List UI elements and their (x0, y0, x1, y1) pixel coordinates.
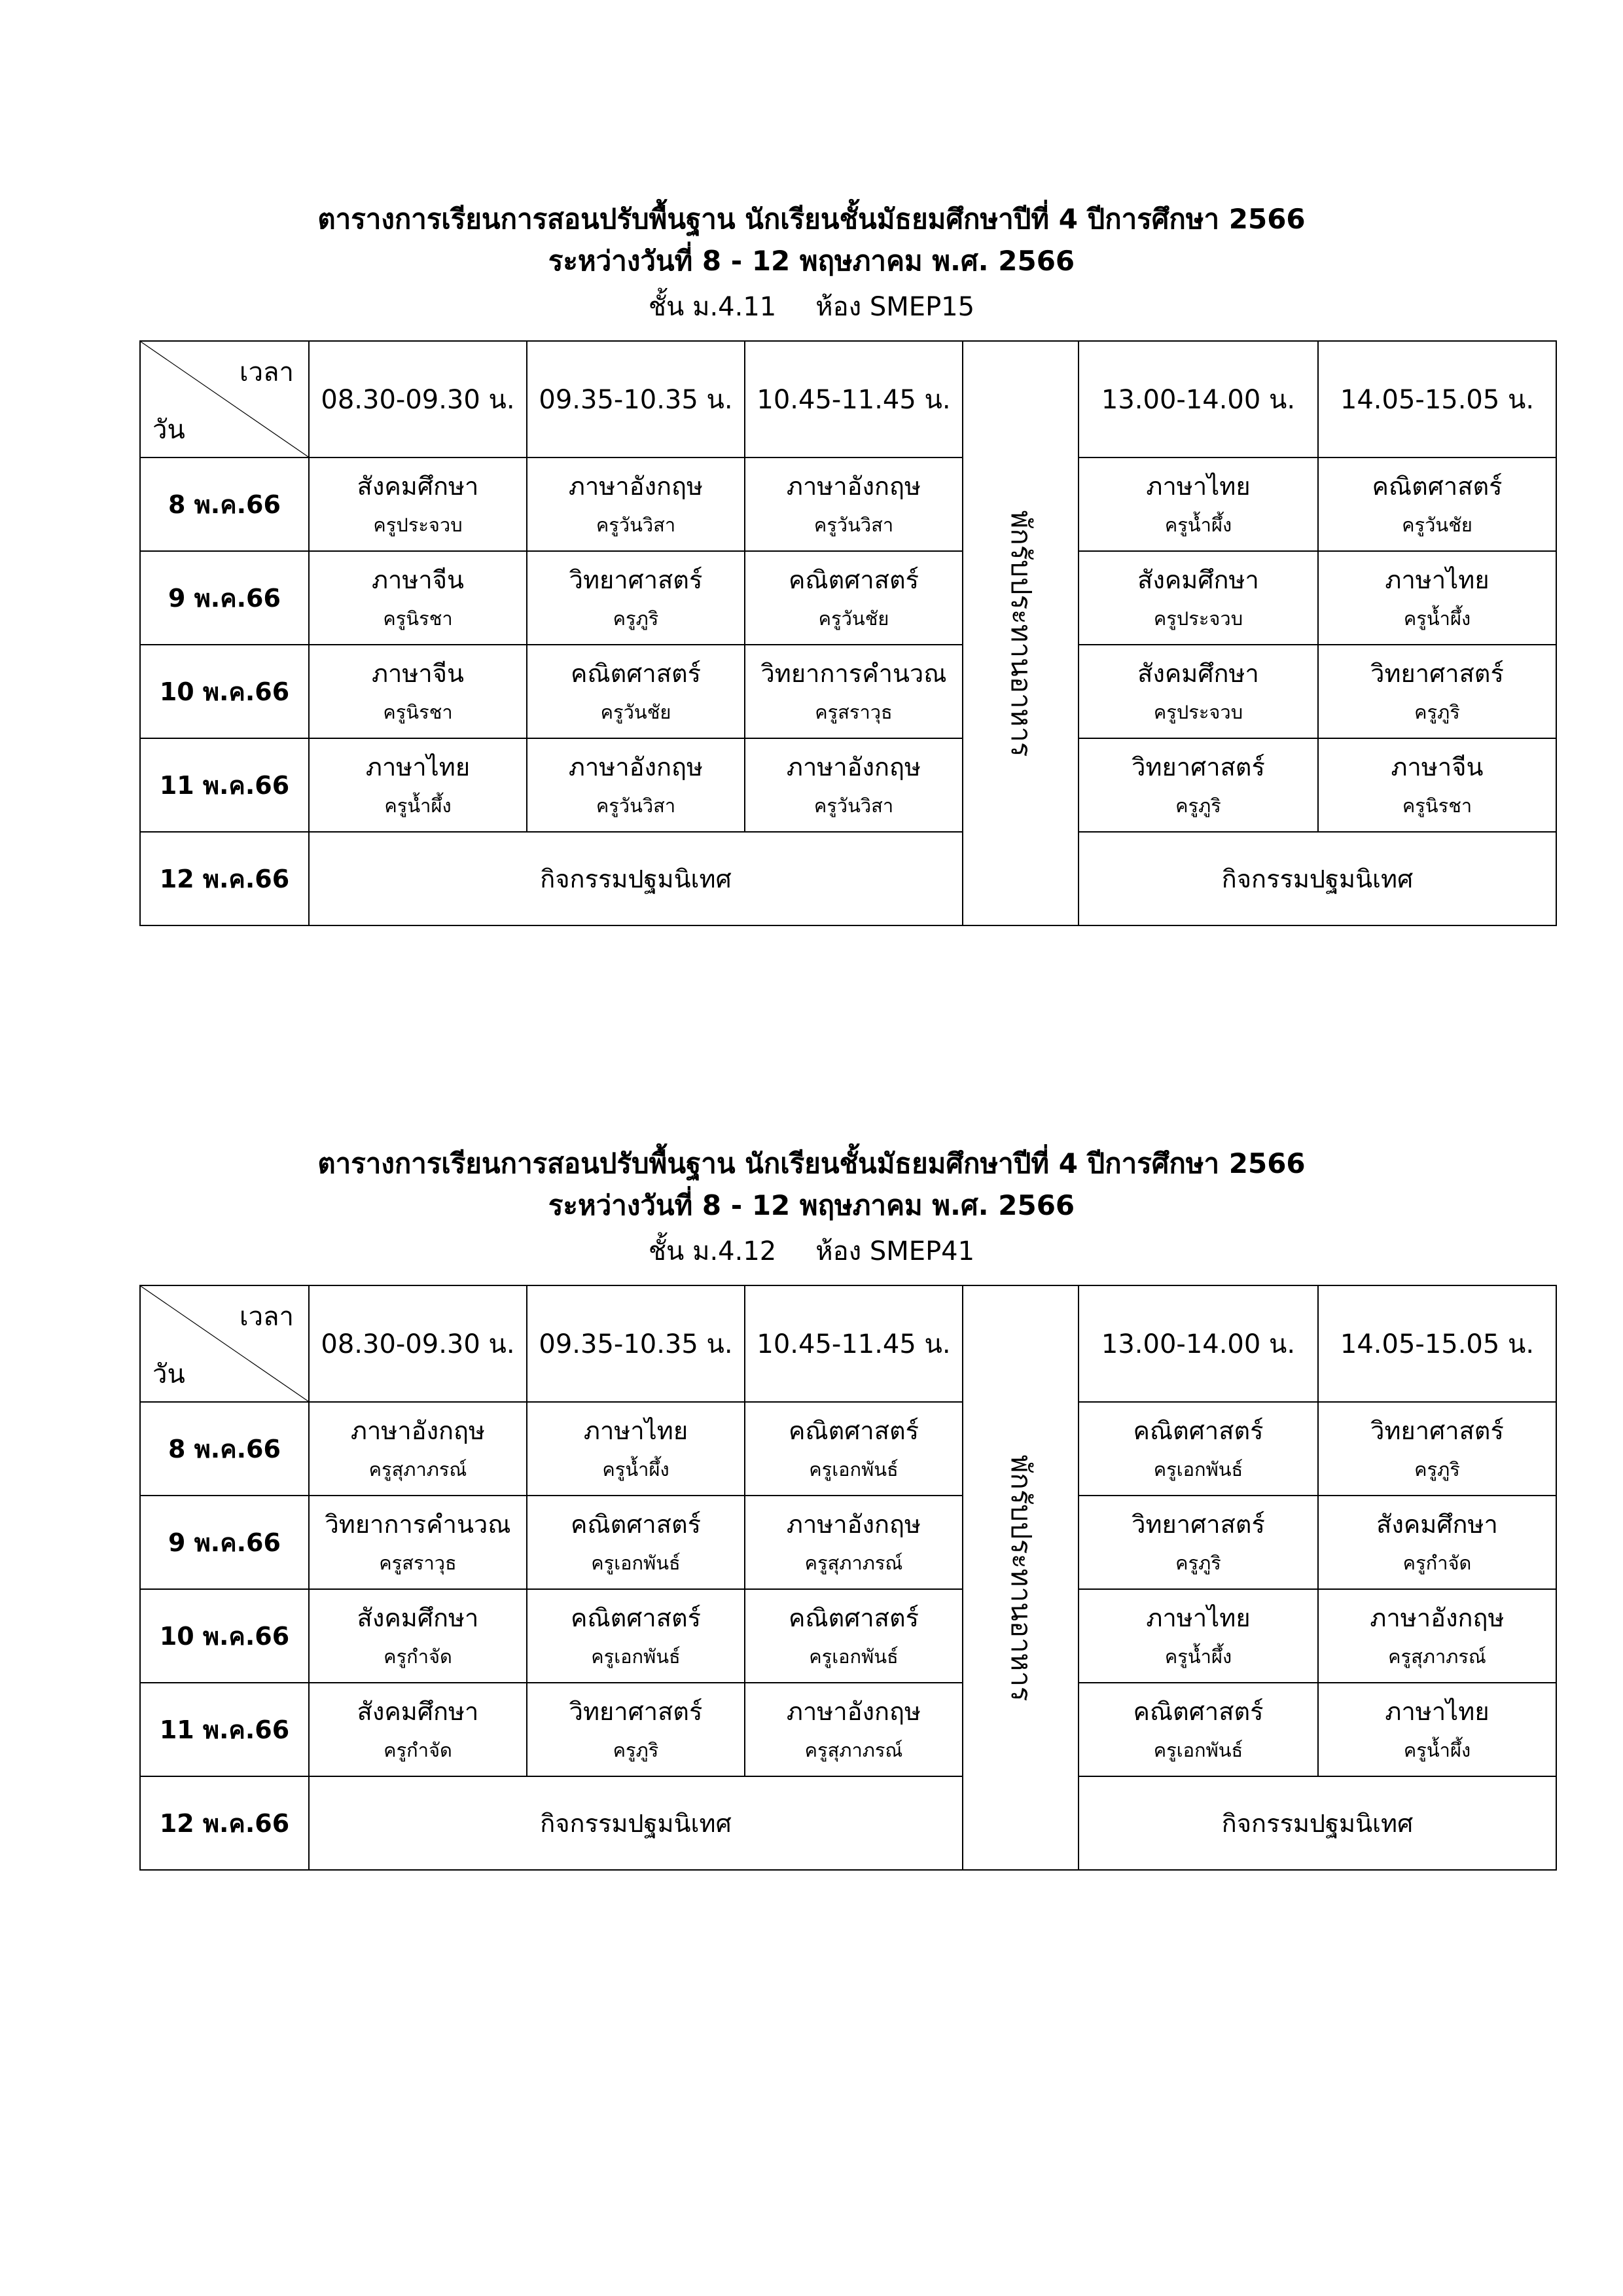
schedule-row (140, 738, 1556, 832)
class-cell (309, 1589, 527, 1683)
subject-name: ภาษาไทย (1146, 471, 1251, 501)
class-cell (1079, 1589, 1318, 1683)
teacher-name: ครูนิรชา (383, 700, 453, 723)
teacher-name: ครูกำจัด (383, 1645, 452, 1668)
class-cell (745, 551, 963, 645)
room-label: ห้อง SMEP41 (815, 1236, 975, 1266)
header-row (140, 1285, 1556, 1402)
day-cell: 9 พ.ค.66 (140, 1496, 309, 1589)
subject-name: คณิตศาสตร์ (788, 1603, 919, 1632)
teacher-name: ครูวันชัย (600, 700, 671, 723)
subject-name: วิทยาศาสตร์ (1370, 1416, 1504, 1445)
class-cell (1318, 1402, 1556, 1496)
corner-day-label: วัน (152, 1359, 185, 1390)
class-cell (1318, 457, 1556, 551)
teacher-name: ครูเอกพันธ์ (1153, 1458, 1243, 1480)
time-slot-header: 14.05-15.05 น. (1318, 1285, 1556, 1402)
corner-time-label: เวลา (239, 357, 294, 387)
subject-name: คณิตศาสตร์ (788, 565, 919, 594)
teacher-name: ครูเอกพันธ์ (591, 1645, 681, 1668)
time-slot-header: 08.30-09.30 น. (309, 1285, 527, 1402)
class-label: ชั้น ม.4.11 (648, 292, 777, 322)
teacher-name: ครูภูริ (1175, 1551, 1221, 1574)
subject-name: คณิตศาสตร์ (1372, 471, 1503, 501)
subject-name: ภาษาอังกฤษ (350, 1416, 486, 1445)
subject-name: ภาษาจีน (1391, 752, 1484, 781)
schedule-table (139, 340, 1557, 926)
teacher-name: ครูสุภาภรณ์ (804, 1551, 903, 1574)
teacher-name: ครูวันวิสา (813, 513, 894, 536)
class-cell (527, 1683, 745, 1776)
orientation-morning-cell: กิจกรรมปฐมนิเทศ (309, 1776, 963, 1870)
lunch-break-label: พักรับประทานอาหาร (1005, 1454, 1037, 1701)
subject-name: สังคมศึกษา (1137, 658, 1259, 688)
orientation-afternoon-cell: กิจกรรมปฐมนิเทศ (1079, 1776, 1556, 1870)
time-slot-header: 09.35-10.35 น. (527, 341, 745, 457)
class-cell (1079, 551, 1318, 645)
time-slot-header: 14.05-15.05 น. (1318, 341, 1556, 457)
lunch-break-label: พักรับประทานอาหาร (1005, 510, 1037, 757)
class-cell (527, 1496, 745, 1589)
day-cell: 12 พ.ค.66 (140, 1776, 309, 1870)
day-cell: 9 พ.ค.66 (140, 551, 309, 645)
subject-name: สังคมศึกษา (357, 1603, 479, 1632)
teacher-name: ครูวันวิสา (813, 794, 894, 817)
class-cell (527, 1589, 745, 1683)
schedule-row (140, 1589, 1556, 1683)
teacher-name: ครูสราวุธ (815, 700, 893, 723)
class-cell (745, 645, 963, 738)
subject-name: ภาษาจีน (371, 565, 464, 594)
class-cell (745, 738, 963, 832)
class-cell (745, 1589, 963, 1683)
subject-name: วิทยาศาสตร์ (1370, 658, 1504, 688)
class-cell (745, 1496, 963, 1589)
subject-name: ภาษาไทย (583, 1416, 688, 1445)
teacher-name: ครูภูริ (1414, 700, 1460, 723)
subject-name: ภาษาไทย (1146, 1603, 1251, 1632)
time-slot-header: 10.45-11.45 น. (745, 341, 963, 457)
subject-name: วิทยาศาสตร์ (1132, 752, 1265, 781)
subject-name: ภาษาจีน (371, 658, 464, 688)
class-cell (309, 551, 527, 645)
teacher-name: ครูกำจัด (383, 1738, 452, 1761)
day-cell: 8 พ.ค.66 (140, 1402, 309, 1496)
class-cell (309, 645, 527, 738)
class-room-line (0, 285, 1623, 327)
teacher-name: ครูสุภาภรณ์ (804, 1738, 903, 1761)
corner-cell (140, 341, 309, 457)
subject-name: ภาษาอังกฤษ (1370, 1603, 1505, 1632)
time-slot-header: 13.00-14.00 น. (1079, 341, 1318, 457)
class-cell (1318, 1496, 1556, 1589)
subject-name: ภาษาไทย (365, 752, 471, 781)
class-cell (745, 457, 963, 551)
schedule-title: ตารางการเรียนการสอนปรับพื้นฐาน นักเรียนชั้นมัธยมศึกษาปีที่ 4 ปีการศึกษา 2566 (317, 203, 1306, 235)
subject-name: คณิตศาสตร์ (1133, 1696, 1264, 1726)
orientation-morning-cell: กิจกรรมปฐมนิเทศ (309, 832, 963, 925)
class-label: ชั้น ม.4.12 (648, 1236, 777, 1266)
subject-name: สังคมศึกษา (1376, 1509, 1498, 1539)
class-cell (745, 1683, 963, 1776)
subject-name: วิทยาศาสตร์ (1132, 1509, 1265, 1539)
day-cell: 11 พ.ค.66 (140, 738, 309, 832)
teacher-name: ครูภูริ (613, 1738, 659, 1761)
day-cell: 8 พ.ค.66 (140, 457, 309, 551)
teacher-name: ครูวันวิสา (596, 513, 676, 536)
subject-name: ภาษาอังกฤษ (786, 1696, 921, 1726)
teacher-name: ครูน้ำผึ้ง (1164, 513, 1232, 536)
lunch-break-cell (963, 341, 1079, 925)
subject-name: คณิตศาสตร์ (570, 1603, 702, 1632)
class-cell (527, 457, 745, 551)
orientation-row (140, 832, 1556, 925)
teacher-name: ครูน้ำผึ้ง (1403, 1738, 1471, 1761)
teacher-name: ครูวันชัย (818, 607, 889, 630)
class-cell (1079, 645, 1318, 738)
time-slot-header: 13.00-14.00 น. (1079, 1285, 1318, 1402)
class-cell (309, 1683, 527, 1776)
teacher-name: ครูภูริ (1414, 1458, 1460, 1480)
teacher-name: ครูน้ำผึ้ง (602, 1458, 669, 1480)
teacher-name: ครูเอกพันธ์ (1153, 1738, 1243, 1761)
teacher-name: ครูสุภาภรณ์ (368, 1458, 467, 1480)
class-cell (1079, 738, 1318, 832)
subject-name: สังคมศึกษา (357, 1696, 479, 1726)
teacher-name: ครูภูริ (613, 607, 659, 630)
teacher-name: ครูวันวิสา (596, 794, 676, 817)
class-cell (1318, 1683, 1556, 1776)
subject-name: คณิตศาสตร์ (570, 658, 702, 688)
teacher-name: ครูวันชัย (1402, 513, 1472, 536)
teacher-name: ครูน้ำผึ้ง (1403, 607, 1471, 630)
class-cell (309, 1402, 527, 1496)
subject-name: ภาษาไทย (1385, 565, 1489, 594)
class-cell (527, 1402, 745, 1496)
teacher-name: ครูประจวบ (373, 513, 463, 536)
subject-name: วิทยาการคำนวณ (760, 658, 947, 688)
time-slot-header: 08.30-09.30 น. (309, 341, 527, 457)
schedule-table (139, 1285, 1557, 1871)
schedule-row (140, 457, 1556, 551)
subject-name: ภาษาอังกฤษ (568, 471, 704, 501)
class-cell (1079, 1496, 1318, 1589)
teacher-name: ครูนิรชา (1402, 794, 1472, 817)
orientation-row (140, 1776, 1556, 1870)
teacher-name: ครูเอกพันธ์ (591, 1551, 681, 1574)
class-cell (309, 1496, 527, 1589)
subject-name: คณิตศาสตร์ (1133, 1416, 1264, 1445)
class-cell (309, 457, 527, 551)
teacher-name: ครูเอกพันธ์ (809, 1458, 899, 1480)
class-cell (1079, 1683, 1318, 1776)
day-cell: 10 พ.ค.66 (140, 1589, 309, 1683)
time-slot-header: 10.45-11.45 น. (745, 1285, 963, 1402)
class-cell (1318, 1589, 1556, 1683)
schedule-row (140, 1683, 1556, 1776)
schedule-row (140, 551, 1556, 645)
subject-name: ภาษาไทย (1385, 1696, 1489, 1726)
teacher-name: ครูกำจัด (1402, 1551, 1472, 1574)
class-cell (527, 551, 745, 645)
room-label: ห้อง SMEP15 (815, 292, 975, 322)
day-cell: 12 พ.ค.66 (140, 832, 309, 925)
class-cell (745, 1402, 963, 1496)
subject-name: วิทยาศาสตร์ (569, 565, 703, 594)
orientation-afternoon-cell: กิจกรรมปฐมนิเทศ (1079, 832, 1556, 925)
lunch-break-cell (963, 1285, 1079, 1870)
subject-name: สังคมศึกษา (357, 471, 479, 501)
day-cell: 11 พ.ค.66 (140, 1683, 309, 1776)
schedule-row (140, 1402, 1556, 1496)
class-cell (1318, 645, 1556, 738)
subject-name: สังคมศึกษา (1137, 565, 1259, 594)
teacher-name: ครูประจวบ (1153, 607, 1243, 630)
header-row (140, 341, 1556, 457)
teacher-name: ครูประจวบ (1153, 700, 1243, 723)
schedule-title: ตารางการเรียนการสอนปรับพื้นฐาน นักเรียนชั้นมัธยมศึกษาปีที่ 4 ปีการศึกษา 2566 (317, 1147, 1306, 1179)
subject-name: คณิตศาสตร์ (570, 1509, 702, 1539)
subject-name: วิทยาการคำนวณ (325, 1509, 511, 1539)
subject-name: คณิตศาสตร์ (788, 1416, 919, 1445)
teacher-name: ครูสราวุธ (379, 1551, 457, 1574)
class-cell (1318, 551, 1556, 645)
class-cell (527, 645, 745, 738)
teacher-name: ครูสุภาภรณ์ (1388, 1645, 1486, 1668)
teacher-name: ครูเอกพันธ์ (809, 1645, 899, 1668)
schedule-row (140, 1496, 1556, 1589)
time-slot-header: 09.35-10.35 น. (527, 1285, 745, 1402)
day-cell: 10 พ.ค.66 (140, 645, 309, 738)
subject-name: ภาษาอังกฤษ (786, 471, 921, 501)
subject-name: ภาษาอังกฤษ (568, 752, 704, 781)
subject-name: ภาษาอังกฤษ (786, 752, 921, 781)
corner-day-label: วัน (152, 415, 185, 445)
teacher-name: ครูภูริ (1175, 794, 1221, 817)
schedule-row (140, 645, 1556, 738)
subject-name: ภาษาอังกฤษ (786, 1509, 921, 1539)
class-cell (309, 738, 527, 832)
corner-cell (140, 1285, 309, 1402)
class-room-line (0, 1230, 1623, 1272)
class-cell (1079, 457, 1318, 551)
class-cell (1079, 1402, 1318, 1496)
corner-time-label: เวลา (239, 1302, 294, 1332)
teacher-name: ครูน้ำผึ้ง (384, 794, 452, 817)
subject-name: วิทยาศาสตร์ (569, 1696, 703, 1726)
teacher-name: ครูน้ำผึ้ง (1164, 1645, 1232, 1668)
class-cell (527, 738, 745, 832)
schedule-subtitle: ระหว่างวันที่ 8 - 12 พฤษภาคม พ.ศ. 2566 (548, 245, 1075, 277)
schedule-subtitle: ระหว่างวันที่ 8 - 12 พฤษภาคม พ.ศ. 2566 (548, 1189, 1075, 1221)
class-cell (1318, 738, 1556, 832)
teacher-name: ครูนิรชา (383, 607, 453, 630)
